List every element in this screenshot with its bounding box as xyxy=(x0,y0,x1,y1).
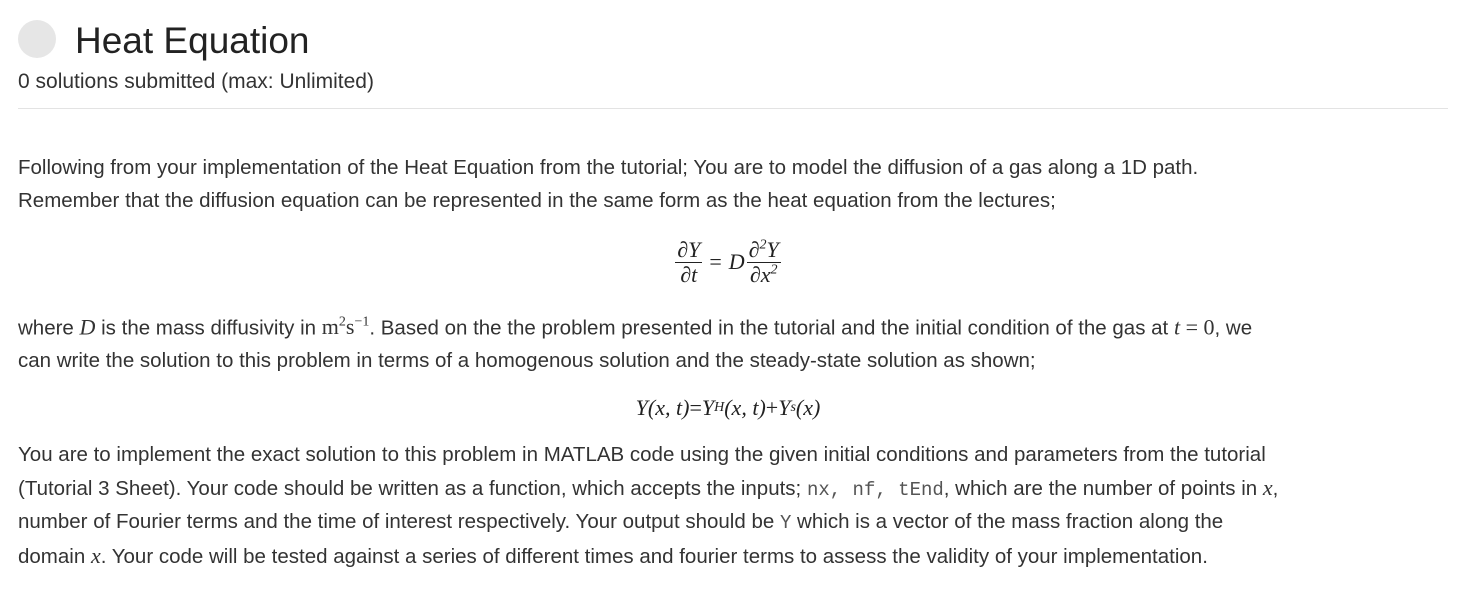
intro-paragraph xyxy=(18,152,1438,217)
rhs-den-exponent: 2 xyxy=(770,262,778,278)
lhs-denominator: ∂t xyxy=(680,261,698,287)
p3-text-b: , which are the number of points in xyxy=(943,476,1263,500)
unit-m-exp: 2 xyxy=(338,315,346,330)
p3-x2: x xyxy=(90,542,101,568)
problem-header xyxy=(18,12,1448,93)
unit-s: s xyxy=(345,314,355,340)
p2-text-d: , we xyxy=(1214,316,1253,340)
eq2-lhs: Y(x, t) xyxy=(635,395,690,421)
eq2-ys: Y xyxy=(778,395,791,421)
p3-text-g: . Your code will be tested against a series of different times and fourier terms to assess the validity of your implementation. xyxy=(100,544,1208,568)
eq2-ys-sub: s xyxy=(790,400,796,416)
intro-line-2: Remember that the diffusion equation can be represented in the same form as the heat equation from the lectures; xyxy=(18,188,1056,212)
p3-text-c: , xyxy=(1272,476,1279,500)
solution-equation xyxy=(18,377,1438,439)
p3-text-e: which is a vector of the mass fraction along the xyxy=(791,510,1224,534)
unit-expression xyxy=(322,314,370,339)
lhs-numerator: ∂Y xyxy=(677,236,701,262)
page-title: Heat Equation xyxy=(75,19,310,61)
rhs-num-partial: ∂ xyxy=(748,236,760,262)
rhs-numerator xyxy=(747,236,781,263)
title-row xyxy=(18,12,1448,66)
p3-text-d: number of Fourier terms and the time of interest respectively. Your output should be xyxy=(18,510,780,534)
p2-line-2: can write the solution to this problem in terms of a homogenous solution and the steady-state solution as shown; xyxy=(18,348,1036,372)
status-circle-icon xyxy=(18,20,56,58)
rhs-num-exponent: 2 xyxy=(759,237,767,253)
eq2-yh-sub: H xyxy=(714,400,725,416)
unit-s-exp: −1 xyxy=(354,315,370,330)
p2-t: t xyxy=(1173,314,1181,340)
p3-line-1: You are to implement the exact solution to this problem in MATLAB code using the given initial conditions and parameters from the tutorial xyxy=(18,443,1266,467)
code-inputs: nx, nf, tEnd xyxy=(806,478,944,501)
p3-x1: x xyxy=(1262,474,1273,500)
problem-description xyxy=(18,152,1438,573)
p2-D: D xyxy=(79,314,96,340)
eq2-yh: Y xyxy=(701,395,715,421)
header-divider xyxy=(18,108,1448,109)
intro-line-1: Following from your implementation of the Heat Equation from the tutorial; You are to model the diffusion of a gas along a 1D path. xyxy=(18,156,1199,179)
p2-eq-zero: = 0 xyxy=(1180,314,1215,340)
p2-text-a: where xyxy=(18,316,80,340)
rhs-den-partial: ∂x xyxy=(749,261,771,287)
eq2-yh-args: (x, t) xyxy=(724,395,766,421)
rhs-num-var: Y xyxy=(766,236,779,262)
diffusivity-symbol: D xyxy=(728,248,745,274)
eq2-ys-args: (x) xyxy=(795,395,821,421)
diffusion-equation xyxy=(18,217,1438,307)
p3-text-f: domain xyxy=(18,544,91,568)
p2-text-c: . Based on the the problem presented in the tutorial and the initial condition of the gas at xyxy=(369,316,1174,340)
p2-text-b: is the mass diffusivity in xyxy=(95,316,322,340)
submission-count: 0 solutions submitted (max: Unlimited) xyxy=(18,70,374,93)
lhs-fraction xyxy=(675,236,702,287)
code-output-y: Y xyxy=(779,512,792,535)
diffusivity-paragraph xyxy=(18,307,1438,377)
implementation-paragraph xyxy=(18,439,1438,573)
unit-m: m xyxy=(321,314,339,340)
eq2-plus: + xyxy=(765,395,779,421)
p3-text-a: (Tutorial 3 Sheet). Your code should be written as a function, which accepts the inputs; xyxy=(18,476,807,500)
eq2-equals: = xyxy=(689,395,702,421)
equals-sign: = xyxy=(709,248,722,274)
rhs-denominator xyxy=(748,263,780,286)
rhs-fraction xyxy=(747,236,781,287)
